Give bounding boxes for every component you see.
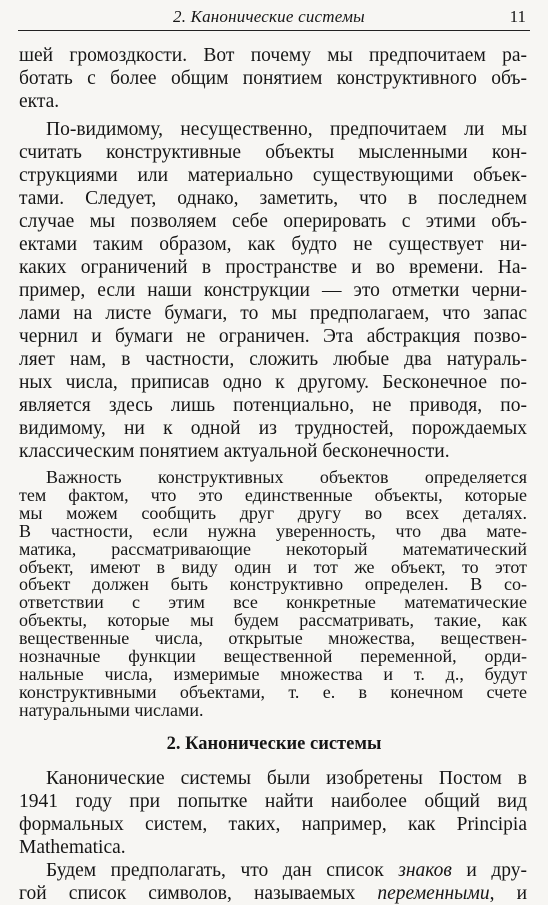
- text-line: 1941 году при попытке найти наиболее общий вид: [19, 791, 527, 812]
- text-line: Канонические системы были изобретены Постом в: [46, 768, 527, 789]
- text-line: объекты, которые мы будем рассматривать, такие, как: [19, 610, 527, 631]
- text-span: гой список символов, называемых: [19, 883, 378, 904]
- text-line: нальные числа, измеримые множества и т. д., будут: [19, 663, 527, 684]
- text-line: формальных систем, таких, например, как Principia: [19, 814, 527, 835]
- text-line: В частности, если нужна уверенность, что два мате-: [19, 520, 527, 541]
- text-line: объект, имеют в виду один и тот же объект, то этот: [19, 556, 527, 577]
- text-line: екта.: [19, 91, 60, 112]
- text-line: видимому, ни к одной из трудностей, порождаемых: [19, 418, 527, 439]
- text-line: является здесь лишь потенциально, не приводя, по-: [19, 395, 527, 416]
- text-line: каких ограничений в пространстве и во времени. На-: [19, 257, 527, 278]
- text-line: струкциями или материально существующими объек-: [19, 165, 527, 186]
- text-line: тами. Следует, однако, заметить, что в последнем: [19, 188, 527, 209]
- text-line: нозначные функции вещественной переменной, орди-: [19, 646, 527, 666]
- text-line: шей громоздкости. Вот почему мы предпочитаем ра-: [19, 45, 527, 66]
- text-span: и дру-: [451, 860, 528, 881]
- text-line: чернил и бумаги не ограничен. Эта абстракция позво-: [19, 326, 527, 347]
- text-line: ляет нам, в частности, сложить любые два натураль-: [19, 349, 527, 370]
- text-line: По-видимому, несущественно, предпочитаем ли мы: [46, 119, 527, 140]
- text-line: ных числа, приписав одно к другому. Бесконечное по-: [19, 372, 527, 393]
- running-title: 2. Канонические системы: [173, 7, 365, 26]
- text-line: объект должен быть конструктивно определен. В со-: [19, 574, 527, 595]
- text-line: конструктивными объектами, т. е. в конечном счете: [19, 681, 527, 702]
- text-span: , и: [489, 883, 528, 904]
- text-line: случае мы позволяем себе оперировать с этими объ-: [19, 211, 527, 232]
- text-line: тем фактом, что это единственные объекты, которые: [19, 484, 527, 505]
- text-line: ботать с более общим понятием конструктивного объ-: [19, 68, 527, 89]
- text-line: Mathematica.: [19, 837, 126, 858]
- text-line: [19, 882, 527, 905]
- text-line: натуральными числами.: [19, 699, 204, 720]
- page-number: 11: [509, 7, 526, 26]
- text-line: матика, рассматривающие некоторый математический: [19, 538, 527, 559]
- text-line: лами на листе бумаги, то мы предполагаем, что запас: [19, 303, 527, 324]
- text-line: классическим понятием актуальной бесконечности.: [19, 441, 450, 462]
- text-line: мы можем сообщить друг другу во всех деталях.: [19, 502, 527, 523]
- emphasis-term: переменными: [377, 883, 490, 904]
- text-line: [46, 859, 527, 882]
- text-line: считать конструктивные объекты мысленными кон-: [19, 142, 527, 163]
- text-line: ектами таким образом, как будто не существует ни-: [19, 234, 527, 255]
- section-heading: 2. Канонические системы: [166, 734, 382, 754]
- text-line: ответствии с этим все конкретные математические: [19, 592, 527, 613]
- running-head: [18, 4, 530, 31]
- text-span: Будем предполагать, что дан список: [46, 860, 399, 881]
- emphasis-term: знаков: [398, 860, 452, 881]
- text-line: пример, если наши конструкции — это отметки черни-: [19, 280, 527, 301]
- text-line: Важность конструктивных объектов определяется: [46, 467, 527, 487]
- text-line: вещественные числа, открытые множества, веществен-: [19, 628, 527, 649]
